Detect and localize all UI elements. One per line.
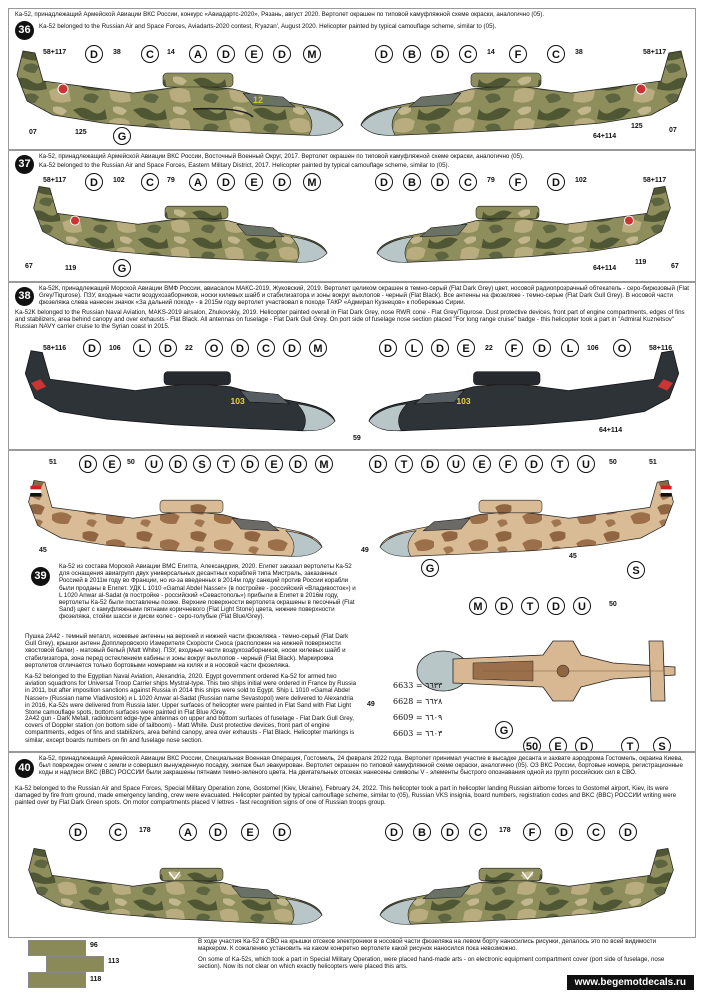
marking-number: 22 (185, 345, 193, 352)
callout-marker: D (231, 339, 249, 357)
callout-marker: D (217, 173, 235, 191)
marking-number: 119 (65, 265, 77, 272)
panel-37 (8, 150, 696, 282)
marking-number: 58+117 (43, 49, 67, 56)
marking-number: 45 (569, 553, 577, 560)
callout-marker: D (85, 45, 103, 63)
panel-description-en-2: 2A42 gun - Dark Metall, radiolucent edge-type antennas on upper and bottom surfaces of fuselage - Flat Dark Gull Grey, covers of Doppler station (on bottom side of tailboom) - Matt White. Dust protective devices, front part of engine compartments, edges of fins and stabilizers, area behind canopy, area over exhausts - Flat Black. Helicopter markings is similar, except boards numbers on fin and fuselage nose section. (25, 715, 355, 744)
callout-marker: M (309, 339, 327, 357)
panel-description-ru: Ка-52К, принадлежащий Морской Авиации ВМФ России, авиасалон МАКС-2019, Жуковский, 2019. Вертолет целиком окрашен в темно-серый (Flat Dark Grey) цвет, носовой радиопрозрачный обтекатель - серо-бирюзовый (Flat Grey/Tiqurose). ПЗУ, входные части воздухозаборников, носки килевых шайб и стабилизатора и зоны вокруг выхлопов - черный (Flat Black). Все антенны на фюзеляже - темно-серые (Flat Dark Gull Grey). В носовой части фюзеляжа слева нанесен значок «За дальний поход» - в 2015м году вертолет участвовал в походе ТАКР «Адмирал Кузнецов» к побережью Сирии. (39, 285, 690, 307)
panel-description-en: Ka-52 belonged to the Russian Air and Space Forces, Special Military Operation zone, Gostomel (Kiev, Ukraine), February 24, 2022. This helicopter took a part in helicopter landing Russian airborne forces to Gostomel airport, Kiev, its were damaged by fire from ground, made emergency landing, crew were evacuated. Helicopter painted by typical camouflage scheme, similar to (05), Russian VKS insignia, board numbers, registration codes and BKC (BBC) РОССИИ writing were painted over by Flat Dark Green spots. On motor compartments placed V lettres - fast recognition signs of one of Russian troops group. (15, 785, 677, 807)
marking-number: 178 (139, 827, 151, 834)
helicopter-right-profile (351, 181, 691, 271)
callout-marker: E (245, 45, 263, 63)
marking-number: 38 (575, 49, 583, 56)
marking-number: 119 (635, 259, 647, 266)
marking-number: 07 (669, 127, 677, 134)
marking-number: 50 (609, 601, 617, 608)
callout-marker: C (547, 45, 565, 63)
callout-marker: T (521, 597, 539, 615)
callout-marker: D (547, 597, 565, 615)
callout-marker: D (555, 823, 573, 841)
callout-marker: D (83, 339, 101, 357)
footer-panel (8, 938, 694, 990)
callout-marker: M (315, 455, 333, 473)
callout-marker: D (283, 339, 301, 357)
nose-art-thumbnail (28, 972, 86, 988)
callout-marker: A (189, 45, 207, 63)
nose-art-thumbnail (28, 940, 86, 956)
callout-marker: E (473, 455, 491, 473)
callout-marker: D (69, 823, 87, 841)
marking-number: 49 (367, 701, 375, 708)
nose-number: 103 (456, 395, 471, 406)
marking-number: 125 (631, 123, 643, 130)
callout-marker: D (273, 823, 291, 841)
footer-note-en: On some of Ka-52s, which took a part in Special Military Operation, were placed hand-made arts - on electronic equipment compartment cover (port side of fuselage, nose section). Now its not clear on which exactly helicopters were placed this arts. (198, 956, 665, 971)
callout-marker: D (159, 339, 177, 357)
panel-description-ru: Ка-52, принадлежащий Армейской Авиации ВКС России, Восточный Военный Округ, 2017. Вертолет окрашен по типовой камуфляжной схеме окраски, аналогично (05). (39, 153, 524, 160)
marking-number: 51 (649, 459, 657, 466)
callout-marker: S (653, 737, 671, 752)
callout-marker: C (141, 173, 159, 191)
marking-number: 58+117 (643, 177, 667, 184)
callout-marker: S (193, 455, 211, 473)
panel-description-ru-2: Пушка 2А42 - темный металл, ножевые антенны на верхней и нижней части фюзеляжа - темно-серый (Flat Dark Gull Grey), крышки антенн Допплеровского Измерителя Скорости Сноса (расположен на нижней поверхности хвостовой балки) - матовый белый (Matt White). ПЗУ, входные части воздухозаборников, носки килевых шайб и стабилизатора, зона перед остеклением кабины и зоны вокруг выхлопов - черный (Flat Black). Маркировка вертолетов отличается только бортовыми номерами на килях и в носовой части фюзеляжа. (25, 633, 349, 669)
marking-number: 50 (127, 459, 135, 466)
callout-marker: D (375, 173, 393, 191)
marking-number: 58+117 (643, 49, 667, 56)
callout-marker: D (385, 823, 403, 841)
callout-marker: T (621, 737, 639, 752)
panel-description-en: Ka-52K belonged to the Russian Naval Aviation, MAKS-2019 airsalon, Zhukovskiy, 2019. Helicopter painted overall in Flat Dark Grey, nose RWR cone - Flat Grey/Tiqurose. Dust protective devices, front part of engine compartments, edges of fins and stabilizers, area behind canopy and over exhausts - Flat Black. All antennas on fuselage - Flat Dark Gull Grey. On port side of fuselage nose section placed "For long range cruise" badge - this helicopter took a part in "Admiral Kuznetsov" Russian NAVY carrier cruise to the Syrian coast in 2015. (15, 309, 685, 331)
callout-marker: B (403, 173, 421, 191)
marking-number: 14 (167, 49, 175, 56)
callout-marker: L (561, 339, 579, 357)
callout-marker: D (421, 455, 439, 473)
panel-number: 40 (15, 759, 34, 778)
panel-description-ru: Ка-52 из состава Морской Авиации ВМС Египта, Александрия, 2020. Египет заказал вертолеты Ка-52 для оснащения авиагрупп двух универсальных десантных кораблей типа Мистраль, заказанных Россией в 2011м году во Франции, но из-за введенных в 2014м году санкций против России корабли были проданы в Египет. УДК L 1010 «Gamal Abdel Nasser» (в постройке - российский «Владивосток») и L 1020 Anwar al-Sadat (в постройке - российский «Севастополь») прибыли в Египет в 2016м году, вертолеты Ка-52 были поставлены позже. Верхние поверхности вертолета окрашены в песочный (Flat Sand) цвет с камуфляжными пятнами коричневого (Flat Light Stone) цвета, нижние поверхности фюзеляжа, стойки шасси и диски колес - серо-голубые (Flat Blue/Grey). (59, 563, 356, 621)
nose-number: 103 (230, 395, 245, 406)
marking-number: 178 (499, 827, 511, 834)
panel-39 (8, 450, 696, 752)
callout-marker: F (509, 45, 527, 63)
marking-number: 14 (487, 49, 495, 56)
marking-number: 45 (39, 547, 47, 554)
callout-marker: C (459, 173, 477, 191)
callout-marker: F (523, 823, 541, 841)
callout-marker: S (627, 561, 645, 579)
callout-marker: C (469, 823, 487, 841)
callout-marker: E (457, 339, 475, 357)
callout-marker: C (257, 339, 275, 357)
callout-marker: O (613, 339, 631, 357)
callout-marker: M (469, 597, 487, 615)
marking-number: 118 (90, 976, 102, 983)
callout-marker: 50 (523, 737, 541, 752)
panel-number: 36 (15, 21, 34, 40)
board-number-legend: 6603 = ٦٦٠٣ (393, 729, 443, 738)
board-number-legend: 6633 = ٦٦٣٣ (393, 681, 443, 690)
callout-marker: D (619, 823, 637, 841)
callout-marker: E (245, 173, 263, 191)
marking-number: 64+114 (593, 265, 617, 272)
callout-marker: G (421, 559, 439, 577)
callout-marker: B (413, 823, 431, 841)
marking-number: 58+116 (43, 345, 67, 352)
callout-marker: D (169, 455, 187, 473)
panel-description-en: Ka-52 belonged to the Egyptian Naval Aviation, Alexandria, 2020. Egypt government ordered Ka-52 for armed two aviation squadrons for Universal Troop Carrier ships Mystral-type. This two ships initial were ordered in France by Russia in 2011, but after imposition sanctions against Russia in 2014 this ships were sold to Egypt. Ship L 1010 «Gamal Abdel Nasser» (Russian name Vladivostok) и L 1020 Anwar al-Sadat (Russian name Sevastopol) were delivered to Alexandria in 2016, Ka-52s were delivered from Russia later. Upper surfaces of helicopter were painted in Flat Sand with Flat Light Stone camouflage spots, bottom surfaces were painted in Flat Blue /Grey. (25, 673, 357, 717)
callout-marker: F (509, 173, 527, 191)
marking-number: 38 (113, 49, 121, 56)
marking-number: 79 (167, 177, 175, 184)
marking-number: 67 (25, 263, 33, 270)
callout-marker: T (551, 455, 569, 473)
panel-description-en: Ka-52 belonged to the Russian Air and Space Forces, Eastern Military District, 2017. Helicopter painted by typical camouflage scheme, similar to (05). (39, 162, 450, 169)
callout-marker: D (273, 173, 291, 191)
panel-number: 37 (15, 155, 34, 174)
callout-marker: B (403, 45, 421, 63)
marking-number: 50 (609, 459, 617, 466)
callout-marker: A (189, 173, 207, 191)
panel-38 (8, 282, 696, 450)
helicopter-plan-view (413, 611, 683, 731)
marking-number: 64+114 (599, 427, 623, 434)
marking-number: 22 (485, 345, 493, 352)
callout-marker: C (587, 823, 605, 841)
helicopter-left-profile (13, 345, 353, 440)
callout-marker: D (525, 455, 543, 473)
callout-marker: D (273, 45, 291, 63)
panel-40 (8, 752, 696, 938)
callout-marker: D (217, 45, 235, 63)
callout-marker: D (375, 45, 393, 63)
callout-marker: D (79, 455, 97, 473)
callout-marker: U (573, 597, 591, 615)
callout-marker: D (431, 45, 449, 63)
callout-marker: D (369, 455, 387, 473)
panel-description-en: Ka-52 belonged to the Russian Air and Space Forces, Aviadarts-2020 contest, R'yazan', August 2020. Helicopter painted by typical camouflage scheme, similar to (05). (39, 23, 497, 30)
callout-marker: E (549, 737, 567, 752)
helicopter-left-profile (13, 843, 343, 933)
helicopter-right-profile (359, 843, 689, 933)
callout-marker: D (241, 455, 259, 473)
callout-marker: O (205, 339, 223, 357)
helicopter-left-profile (13, 45, 353, 145)
callout-marker: D (209, 823, 227, 841)
helicopter-right-profile (359, 475, 689, 565)
marking-number: 102 (113, 177, 125, 184)
callout-marker: T (395, 455, 413, 473)
callout-marker: C (109, 823, 127, 841)
callout-marker: F (505, 339, 523, 357)
panel-number: 39 (31, 567, 50, 586)
callout-marker: A (179, 823, 197, 841)
callout-marker: E (265, 455, 283, 473)
callout-marker: U (447, 455, 465, 473)
marking-number: 67 (671, 263, 679, 270)
board-number-legend: 6609 = ٦٦٠٩ (393, 713, 443, 722)
callout-marker: E (103, 455, 121, 473)
callout-marker: C (459, 45, 477, 63)
callout-marker: T (217, 455, 235, 473)
callout-marker: D (495, 597, 513, 615)
nose-art-thumbnail (46, 956, 104, 972)
callout-marker: G (113, 127, 131, 145)
callout-marker: G (495, 721, 513, 739)
callout-marker: L (133, 339, 151, 357)
callout-marker: D (431, 339, 449, 357)
callout-marker: D (575, 737, 593, 752)
callout-marker: G (113, 259, 131, 277)
panel-description-ru: Ка-52, принадлежащий Армейской Авиации ВКС России, Специальная Военная Операция, Гостомель, 24 февраля 2022 года. Вертолет принимал участие в высадке десанта и захвате аэродрома Гостомель, окраина Киева, был поврежден огнем с земли и совершил вынужденную посадку, экипаж был эвакуирован. Вертолет окрашен по типовой камуфляжной схеме окраски, аналогично (05). ОЗ ВКС России, бортовые номера, регистрационные коды и надписи ВКС (ВВС) РОССИИ были закрашены пятнами темно-зеленого цвета. На двигательных отсеках нанесены символы V - элементы быстрого опознавания одной из групп российских сил в СВО. (39, 755, 683, 777)
marking-number: 106 (109, 345, 121, 352)
marking-number: 49 (361, 547, 369, 554)
marking-number: 106 (587, 345, 599, 352)
marking-number: 102 (575, 177, 587, 184)
callout-marker: D (85, 173, 103, 191)
footer-note-ru: В ходе участия Ка-52 в СВО на крышки отсеков электроники в носовой части фюзеляжа на левом борту наносились рисунки, делалось это по всей видимости маркером. К сожалению установить на каком конкретно вертолете какой рисунок наносился пока невозможно. (198, 938, 657, 953)
marking-number: 51 (49, 459, 57, 466)
helicopter-right-profile (351, 345, 691, 440)
marking-number: 79 (487, 177, 495, 184)
marking-number: 113 (108, 958, 120, 965)
nose-number: 12 (253, 95, 264, 105)
marking-number: 58+116 (649, 345, 673, 352)
marking-number: 96 (90, 942, 98, 949)
callout-marker: U (577, 455, 595, 473)
callout-marker: U (145, 455, 163, 473)
panel-number: 38 (15, 287, 34, 306)
marking-number: 59 (353, 435, 361, 442)
board-number-legend: 6628 = ٦٦٢٨ (393, 697, 443, 706)
callout-marker: C (141, 45, 159, 63)
panel-36 (8, 8, 696, 150)
helicopter-left-profile (13, 181, 353, 271)
callout-marker: M (303, 45, 321, 63)
callout-marker: F (499, 455, 517, 473)
callout-marker: D (379, 339, 397, 357)
panel-description-ru: Ка-52, принадлежащий Армейской Авиации ВКС России, конкурс «Авиадартс-2020», Рязань, август 2020. Вертолет окрашен по типовой камуфляжной схеме окраски, аналогично (05). (15, 11, 545, 18)
callout-marker: E (241, 823, 259, 841)
marking-number: 07 (29, 129, 37, 136)
callout-marker: M (303, 173, 321, 191)
callout-marker: D (289, 455, 307, 473)
website-url[interactable]: www.begemotdecals.ru (567, 975, 694, 990)
helicopter-left-profile (13, 475, 343, 565)
marking-number: 64+114 (593, 133, 617, 140)
marking-number: 125 (75, 129, 87, 136)
callout-marker: L (405, 339, 423, 357)
marking-number: 58+117 (43, 177, 67, 184)
callout-marker: D (431, 173, 449, 191)
callout-marker: D (547, 173, 565, 191)
callout-marker: D (441, 823, 459, 841)
callout-marker: D (533, 339, 551, 357)
